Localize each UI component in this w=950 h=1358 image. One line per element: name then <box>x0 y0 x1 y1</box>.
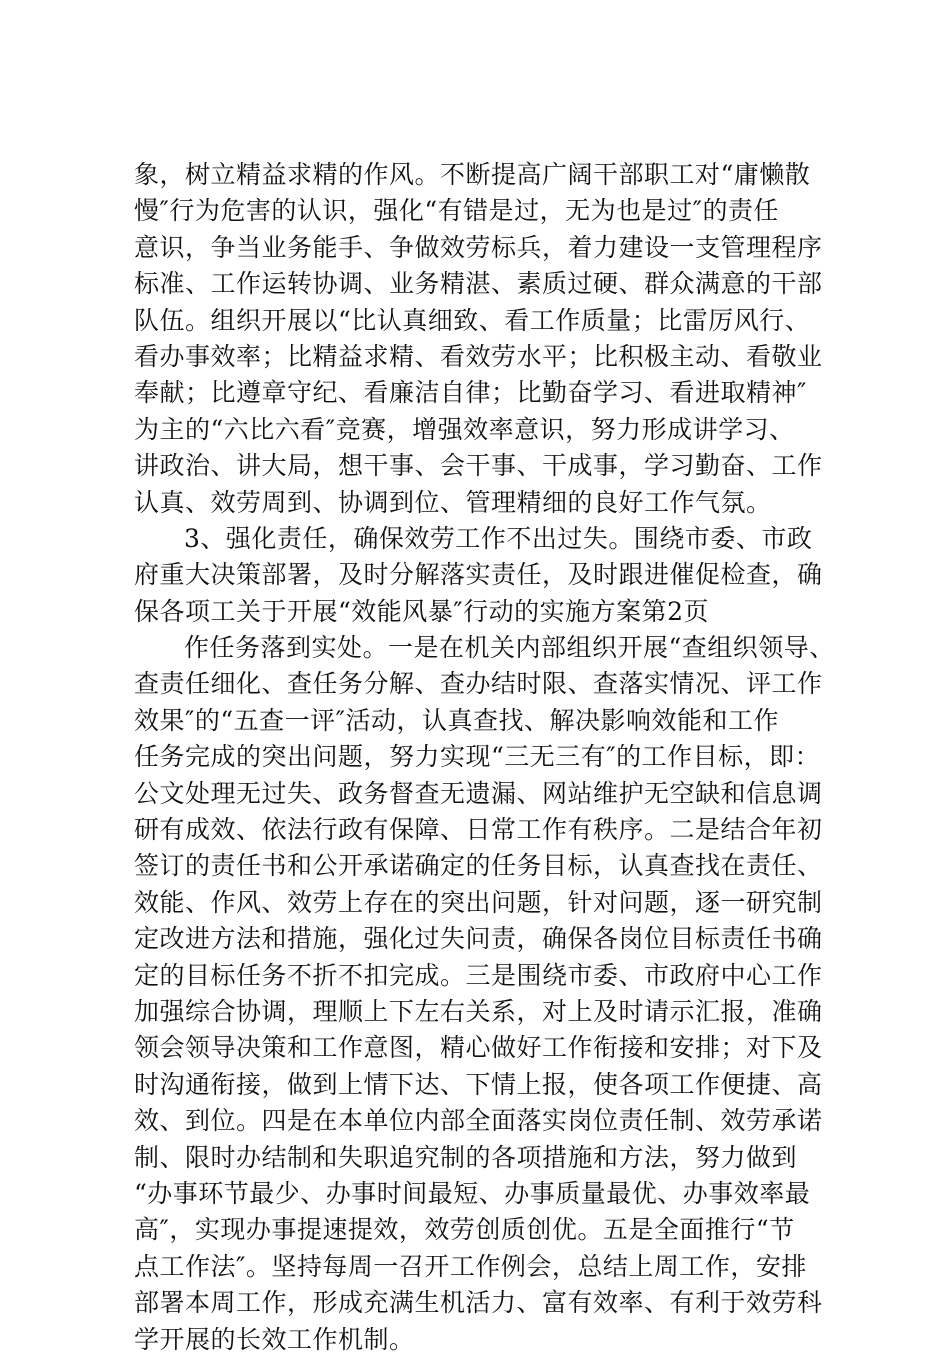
text-line: 奉献；比遵章守纪、看廉洁自律；比勤奋学习、看进取精神″ <box>134 378 807 408</box>
text-line: 制、限时办结制和失职追究制的各项措施和方法，努力做到 <box>134 1142 798 1172</box>
text-line: 定改进方法和措施，强化过失问责，确保各岗位目标责任书确 <box>134 924 823 954</box>
text-line: 查责任细化、查任务分解、查办结时限、查落实情况、评工作 <box>134 669 823 699</box>
paragraph-start-line: 作任务落到实处。一是在机关内部组织开展“查组织领导、 <box>184 633 835 663</box>
text-line: 效果″的“五查一评″活动，认真查找、解决影响效能和工作 <box>134 705 779 735</box>
text-line: 签订的责任书和公开承诺确定的任务目标，认真查找在责任、 <box>134 851 823 881</box>
paragraph-start-line: 3、强化责任，确保效劳工作不出过失。围绕市委、市政 <box>184 523 813 553</box>
text-line: 保各项工关于开展“效能风暴″行动的实施方案第2页 <box>134 596 710 626</box>
text-line: 认真、效劳周到、协调到位、管理精细的良好工作气氛。 <box>134 487 772 517</box>
text-line: 队伍。组织开展以“比认真细致、看工作质量；比雷厉风行、 <box>134 305 811 335</box>
document-body <box>134 157 834 1358</box>
text-line: 学开展的长效工作机制。 <box>134 1324 415 1354</box>
text-line: 效、到位。四是在本单位内部全面落实岗位责任制、效劳承诺 <box>134 1106 823 1136</box>
text-line: 时沟通衔接，做到上情下达、下情上报，使各项工作便捷、高 <box>134 1069 823 1099</box>
text-line: 定的目标任务不折不扣完成。三是围绕市委、市政府中心工作 <box>134 960 823 990</box>
text-line: 任务完成的突出问题，努力实现“三无三有″的工作目标，即： <box>134 742 821 772</box>
text-line: 标准、工作运转协调、业务精湛、素质过硬、群众满意的干部 <box>134 269 823 299</box>
text-line: 象，树立精益求精的作风。不断提高广阔干部职工对“庸懒散 <box>134 160 811 189</box>
text-line: 府重大决策部署，及时分解落实责任，及时跟进催促检查，确 <box>134 560 823 590</box>
text-line: 研有成效、依法行政有保障、日常工作有秩序。二是结合年初 <box>134 815 823 845</box>
text-line: 高″，实现办事提速提效，效劳创质创优。五是全面推行“节 <box>134 1215 795 1245</box>
text-line: 点工作法″。坚持每周一召开工作例会，总结上周工作，安排 <box>134 1251 807 1281</box>
text-line: 公文处理无过失、政务督查无遗漏、网站维护无空缺和信息调 <box>134 778 823 808</box>
text-line: 部署本周工作，形成充满生机活力、富有效率、有利于效劳科 <box>134 1288 823 1318</box>
text-line: 意识，争当业务能手、争做效劳标兵，着力建设一支管理程序 <box>134 232 823 262</box>
text-line: 为主的“六比六看″竞赛，增强效率意识，努力形成讲学习、 <box>134 414 795 444</box>
text-line: “办事环节最少、办事时间最短、办事质量最优、办事效率最 <box>134 1178 811 1208</box>
text-line: 加强综合协调，理顺上下左右关系，对上及时请示汇报，准确 <box>134 996 823 1026</box>
text-line: 效能、作风、效劳上存在的突出问题，针对问题，逐一研究制 <box>134 887 823 917</box>
text-line: 领会领导决策和工作意图，精心做好工作衔接和安排；对下及 <box>134 1033 823 1063</box>
text-line: 讲政治、讲大局，想干事、会干事、干成事，学习勤奋、工作 <box>134 451 823 481</box>
text-line: 看办事效率；比精益求精、看效劳水平；比积极主动、看敬业 <box>134 341 823 371</box>
text-line: 慢″行为危害的认识，强化“有错是过，无为也是过″的责任 <box>134 196 779 226</box>
